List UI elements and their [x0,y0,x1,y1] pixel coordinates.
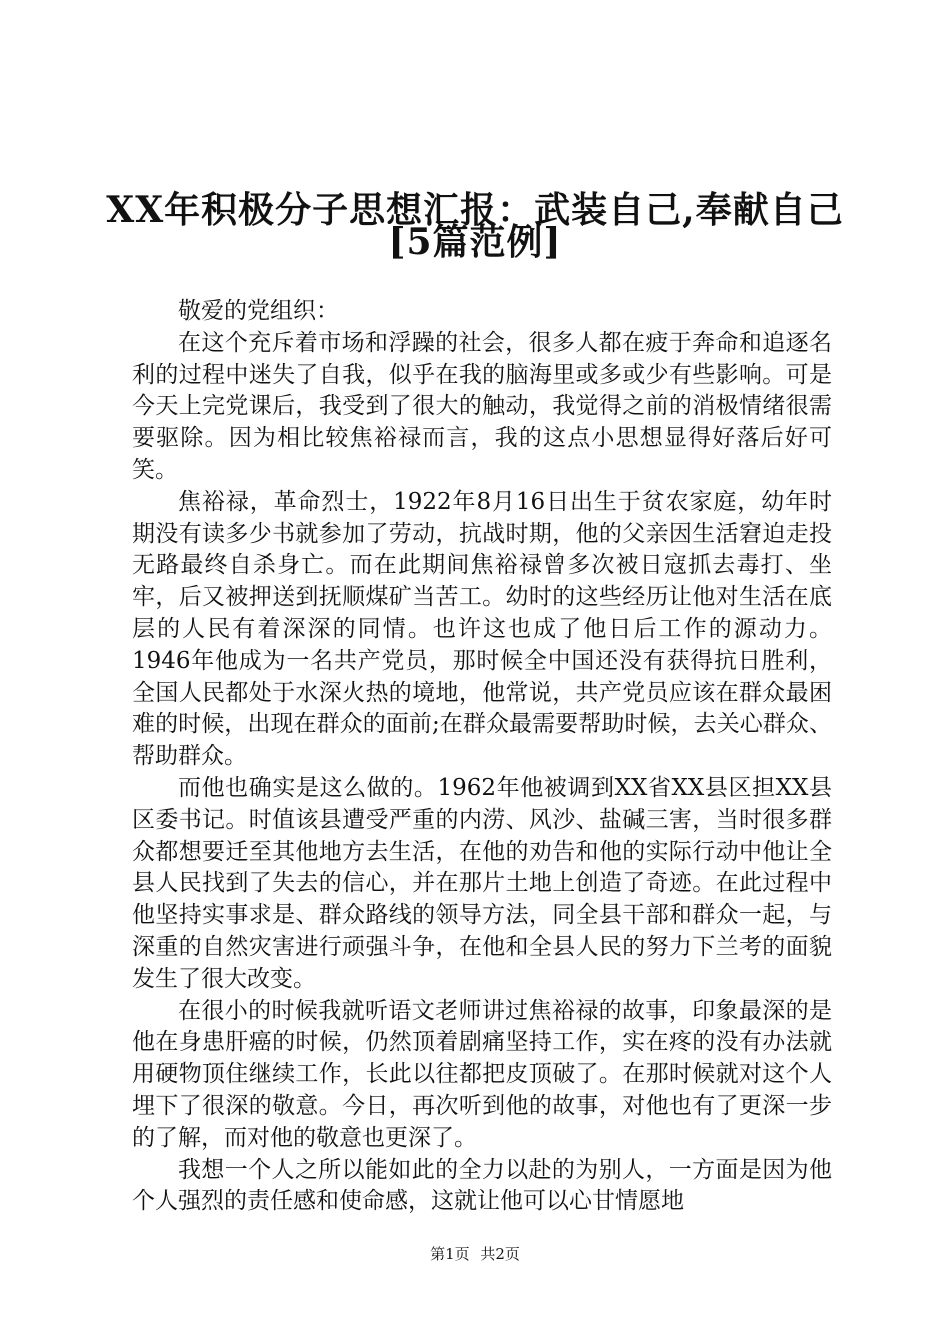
document-title-line1: XX年积极分子思想汇报：武装自己,奉献自己 [106,189,844,231]
paragraph: 在很小的时候我就听语文老师讲过焦裕禄的故事，印象最深的是他在身患肝癌的时候，仍然顶着剧痛坚持工作，实在疼的没有办法就用硬物顶住继续工作，长此以往都把皮顶破了。在那时候就对这个人埋下了很深的敬意。今日，再次听到他的故事，对他也有了更深一步的了解，而对他的敬意也更深了。 [132,997,832,1151]
page-footer [0,1244,950,1264]
paragraph: 我想一个人之所以能如此的全力以赴的为别人，一方面是因为他个人强烈的责任感和使命感，这就让他可以心甘情愿地 [132,1156,832,1215]
document-title-line2: [5篇范例] [388,221,562,263]
paragraph: 而他也确实是这么做的。1962年他被调到XX省XX县区担XX县区委书记。时值该县遭受严重的内涝、风沙、盐碱三害，当时很多群众都想要迁至其他地方去生活，在他的劝告和他的实际行动中他让全县人民找到了失去的信心，并在那片土地上创造了奇迹。在此过程中他坚持实事求是、群众路线的领导方法，同全县干部和群众一起，与深重的自然灾害进行顽强斗争，在他和全县人民的努力下兰考的面貌发生了很大改变。 [132,774,832,992]
paragraph: 在这个充斥着市场和浮躁的社会，很多人都在疲于奔命和追逐名利的过程中迷失了自我，似乎在我的脑海里或多或少有些影响。可是今天上完党课后，我受到了很大的触动，我觉得之前的消极情绪很需要驱除。因为相比较焦裕禄而言，我的这点小思想显得好落后好可笑。 [132,329,832,483]
document-body [132,296,832,1218]
page-number: 第1页 [430,1245,470,1263]
salutation: 敬爱的党组织： [178,298,339,324]
paragraph: 焦裕禄，革命烈士，1922年8月16日出生于贫农家庭，幼年时期没有读多少书就参加了劳动，抗战时期，他的父亲因生活窘迫走投无路最终自杀身亡。而在此期间焦裕禄曾多次被日寇抓去毒打、坐牢，后又被押送到抚顺煤矿当苦工。幼时的这些经历让他对生活在底层的人民有着深深的同情。也许这也成了他日后工作的源动力。1946年他成为一名共产党员，那时候全中国还没有获得抗日胜利，全国人民都处于水深火热的境地，他常说，共产党员应该在群众最困难的时候，出现在群众的面前;在群众最需要帮助时候，去关心群众、帮助群众。 [132,488,832,770]
page-total: 共2页 [480,1245,520,1263]
